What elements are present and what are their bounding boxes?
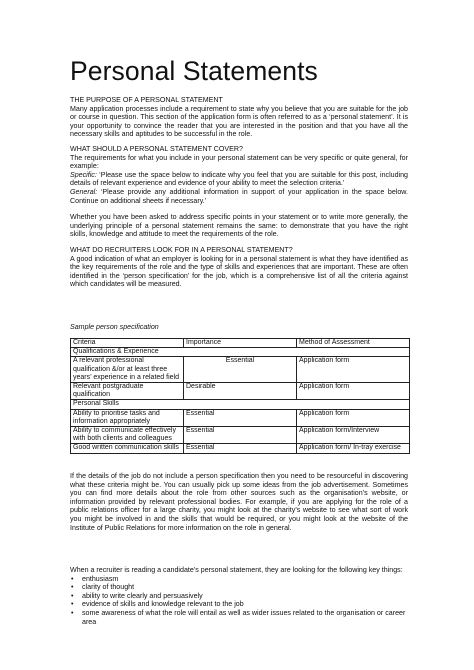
- section-heading: THE PURPOSE OF A PERSONAL STATEMENT: [70, 96, 223, 104]
- example-general: [70, 188, 408, 205]
- section-cover: [70, 145, 408, 205]
- table-row: [71, 409, 410, 426]
- criteria-cell: A relevant professional qualification &/or at least three years’ experience in a related field: [71, 357, 184, 383]
- bullet-icon: •: [71, 591, 74, 600]
- paragraph: A good indication of what an employer is looking for in a personal statement is what they have identified as the key requirements of the role and the type of skills and experiences that are important. These are often identified in the ‘person specification’ for the job, which is a comprehensive list of all the criteria against which candidates will be measured.: [70, 254, 408, 289]
- list-item: [70, 600, 408, 609]
- header-cell: Criteria: [71, 339, 184, 348]
- header-cell: Method of Assessment: [297, 339, 410, 348]
- bullet-icon: •: [71, 600, 74, 609]
- person-specification-table: [70, 338, 410, 454]
- section-underlying: [70, 213, 408, 239]
- criteria-cell: Relevant postgraduate qualification: [71, 383, 184, 400]
- bullet-icon: •: [71, 608, 74, 617]
- criteria-cell: Ability to prioritise tasks and information appropriately: [71, 409, 184, 426]
- paragraph: If the details of the job do not include a person specification then you need to be resourceful in discovering what these criteria might be. You can usually pick up some ideas from the job advertisement. Sometimes you can find more details about the role from other sources such as the organisation’s website, or information provided by relevant professional bodies. For example, if you are applying for the role of a public relations officer for a large charity, you might look at the charity’s website to see what sort of work you might be involved in and the skills that would be required, or you might look at the website of the Institute of Public Relations for more information on the role in general.: [70, 472, 408, 532]
- general-label: General:: [70, 187, 98, 196]
- criteria-cell: Ability to communicate effectively with both clients and colleagues: [71, 427, 184, 444]
- key-things-list: [70, 575, 408, 627]
- section-cell: Qualifications & Experience: [71, 348, 410, 357]
- importance-cell: Desirable: [184, 383, 297, 400]
- section-key-things: [70, 566, 408, 626]
- section-heading: WHAT SHOULD A PERSONAL STATEMENT COVER?: [70, 145, 243, 153]
- list-item: [70, 609, 408, 626]
- list-item-text: ability to write clearly and persuasively: [82, 591, 203, 600]
- specific-label: Specific:: [70, 170, 97, 179]
- table-section-row: [71, 348, 410, 357]
- method-cell: Application form: [297, 357, 410, 383]
- table-section-row: [71, 400, 410, 409]
- list-item: [70, 592, 408, 601]
- list-item-text: enthusiasm: [82, 574, 119, 583]
- list-item: [70, 583, 408, 592]
- importance-cell: Essential: [184, 357, 297, 383]
- criteria-cell: Good written communication skills: [71, 444, 184, 453]
- section-cell: Personal Skills: [71, 400, 410, 409]
- importance-cell: Essential: [184, 427, 297, 444]
- sample-label: Sample person specification: [70, 323, 159, 331]
- list-item-text: evidence of skills and knowledge relevant to the job: [82, 600, 244, 609]
- method-cell: Application form: [297, 383, 410, 400]
- paragraph: Many application processes include a requirement to state why you believe that you are suitable for the job or course in question. This section of the application form is often referred to as a ‘personal statement’. It is your opportunity to convince the reader that you are interested in the position and that you have all the necessary skills and aptitudes to be successful in the role.: [70, 104, 408, 139]
- section-resourceful: [70, 472, 408, 532]
- list-item-text: clarity of thought: [82, 583, 135, 592]
- bullet-icon: •: [71, 583, 74, 592]
- table-header-row: [71, 339, 410, 348]
- table-row: [71, 427, 410, 444]
- paragraph: The requirements for what you include in your personal statement can be very specific or quite general, for example:: [70, 153, 408, 171]
- section-purpose: [70, 96, 408, 139]
- section-heading: WHAT DO RECRUITERS LOOK FOR IN A PERSONAL STATEMENT?: [70, 246, 293, 254]
- section-recruiters: [70, 246, 408, 289]
- importance-cell: Essential: [184, 409, 297, 426]
- table-row: [71, 444, 410, 453]
- list-item: [70, 575, 408, 584]
- specific-text: ‘Please use the space below to indicate why you feel that you are suitable for this post, including details of relevant experience and evidence of your ability to meet the selection criteria.’: [70, 170, 408, 188]
- table-row: [71, 357, 410, 383]
- header-cell: Importance: [184, 339, 297, 348]
- page-title: Personal Statements: [70, 56, 318, 86]
- list-item-text: some awareness of what the role will entail as well as wider issues related to the organisation or career area: [82, 608, 406, 626]
- table-row: [71, 383, 410, 400]
- bullet-icon: •: [71, 574, 74, 583]
- importance-cell: Essential: [184, 444, 297, 453]
- method-cell: Application form/ In-tray exercise: [297, 444, 410, 453]
- general-text: ‘Please provide any additional information in support of your application in the space below. Continue on additional sheets if necessary.’: [70, 187, 408, 205]
- example-specific: [70, 171, 408, 188]
- paragraph: Whether you have been asked to address specific points in your statement or to write more generally, the underlying principle of a personal statement remains the same: to demonstrate that you have the right skills, knowledge and attitude to meet the requirements of the role.: [70, 213, 408, 239]
- method-cell: Application form/Interview: [297, 427, 410, 444]
- method-cell: Application form: [297, 409, 410, 426]
- paragraph: When a recruiter is reading a candidate’s personal statement, they are looking for the following key things:: [70, 566, 403, 574]
